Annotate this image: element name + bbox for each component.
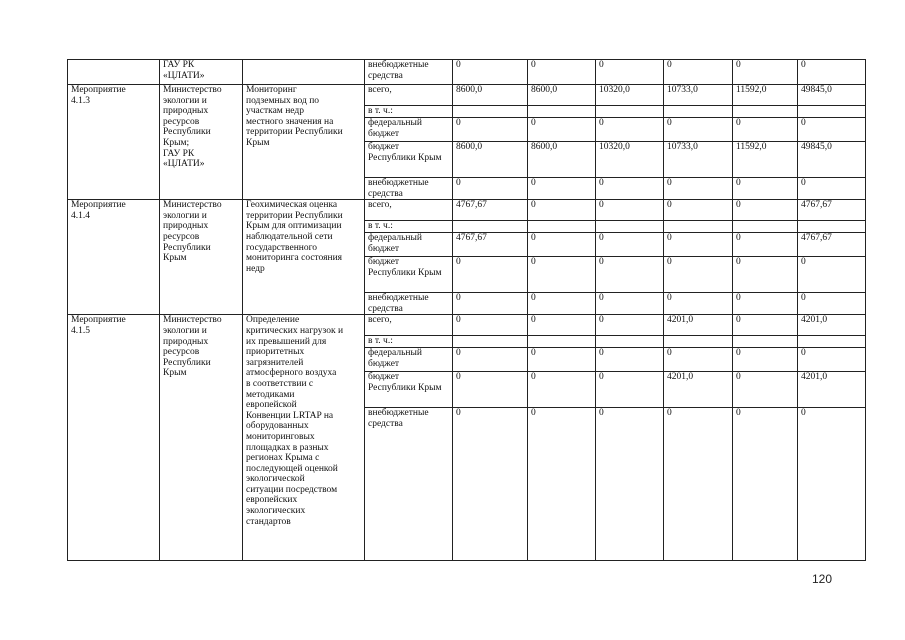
value-cell: 0 — [798, 257, 866, 293]
value-cell: 0 — [528, 408, 596, 561]
funding-source-cell: федеральный бюджет — [365, 348, 453, 372]
value-cell — [798, 221, 866, 233]
value-cell: 0 — [596, 200, 664, 221]
value-cell: 0 — [664, 293, 733, 315]
value-cell: 0 — [733, 60, 798, 85]
value-cell: 8600,0 — [528, 142, 596, 178]
funding-source-cell: в т. ч.: — [365, 106, 453, 118]
value-cell: 0 — [664, 200, 733, 221]
funding-source-cell: федеральный бюджет — [365, 118, 453, 142]
value-cell: 4201,0 — [798, 315, 866, 336]
value-cell: 0 — [528, 315, 596, 336]
value-cell — [453, 106, 528, 118]
value-cell — [528, 336, 596, 348]
table-row — [68, 85, 866, 106]
description-cell — [243, 60, 365, 85]
value-cell: 0 — [596, 372, 664, 408]
value-cell: 10320,0 — [596, 85, 664, 106]
responsible-cell: ГАУ РК «ЦЛАТИ» — [160, 60, 243, 85]
funding-source-cell: федеральный бюджет — [365, 233, 453, 257]
value-cell: 4201,0 — [798, 372, 866, 408]
table-row — [68, 60, 866, 85]
value-cell: 0 — [596, 293, 664, 315]
funding-source-cell: внебюджетные средства — [365, 60, 453, 85]
value-cell — [798, 336, 866, 348]
value-cell: 0 — [664, 257, 733, 293]
table-row — [68, 315, 866, 336]
value-cell: 0 — [596, 348, 664, 372]
value-cell: 0 — [453, 60, 528, 85]
value-cell: 0 — [596, 257, 664, 293]
event-label: Мероприятие 4.1.4 — [68, 200, 160, 315]
value-cell: 0 — [528, 233, 596, 257]
value-cell — [664, 106, 733, 118]
value-cell: 0 — [528, 257, 596, 293]
value-cell: 0 — [798, 293, 866, 315]
event-label: Мероприятие 4.1.3 — [68, 85, 160, 200]
value-cell — [798, 106, 866, 118]
value-cell: 0 — [596, 233, 664, 257]
value-cell: 0 — [528, 372, 596, 408]
funding-source-cell: бюджет Республики Крым — [365, 142, 453, 178]
value-cell: 8600,0 — [528, 85, 596, 106]
budget-table — [67, 59, 866, 561]
funding-source-cell: внебюджетные средства — [365, 408, 453, 561]
value-cell: 0 — [596, 118, 664, 142]
value-cell — [664, 336, 733, 348]
value-cell: 4767,67 — [453, 200, 528, 221]
value-cell: 0 — [453, 372, 528, 408]
funding-source-cell: всего, — [365, 315, 453, 336]
value-cell — [733, 336, 798, 348]
value-cell: 4767,67 — [798, 233, 866, 257]
responsible-cell: Министерство экологии и природных ресурсов Республики Крым — [160, 200, 243, 315]
value-cell: 0 — [798, 60, 866, 85]
value-cell — [664, 221, 733, 233]
value-cell: 0 — [528, 200, 596, 221]
responsible-cell: Министерство экологии и природных ресурсов Республики Крым; ГАУ РК «ЦЛАТИ» — [160, 85, 243, 200]
funding-source-cell: внебюджетные средства — [365, 178, 453, 200]
value-cell: 0 — [528, 348, 596, 372]
value-cell: 4201,0 — [664, 315, 733, 336]
value-cell: 0 — [596, 178, 664, 200]
responsible-cell: Министерство экологии и природных ресурсов Республики Крым — [160, 315, 243, 561]
value-cell: 0 — [596, 408, 664, 561]
value-cell — [596, 106, 664, 118]
value-cell: 0 — [733, 372, 798, 408]
value-cell: 0 — [453, 315, 528, 336]
value-cell: 49845,0 — [798, 142, 866, 178]
value-cell: 0 — [798, 348, 866, 372]
value-cell — [596, 336, 664, 348]
event-label: Мероприятие 4.1.5 — [68, 315, 160, 561]
description-cell: Мониторинг подземных вод по участкам недр местного значения на территории Республики Крым — [243, 85, 365, 200]
value-cell: 0 — [528, 293, 596, 315]
value-cell — [733, 221, 798, 233]
value-cell: 0 — [733, 118, 798, 142]
event-cell — [68, 60, 160, 85]
value-cell: 0 — [733, 233, 798, 257]
value-cell — [528, 221, 596, 233]
value-cell: 0 — [733, 257, 798, 293]
value-cell: 10733,0 — [664, 85, 733, 106]
value-cell: 0 — [453, 348, 528, 372]
value-cell: 4767,67 — [798, 200, 866, 221]
value-cell: 0 — [664, 408, 733, 561]
value-cell: 11592,0 — [733, 85, 798, 106]
value-cell: 0 — [733, 293, 798, 315]
table-row — [68, 200, 866, 221]
value-cell — [453, 336, 528, 348]
funding-source-cell: всего, — [365, 85, 453, 106]
value-cell: 0 — [664, 233, 733, 257]
funding-source-cell: бюджет Республики Крым — [365, 257, 453, 293]
page-number: 120 — [812, 572, 833, 586]
value-cell: 0 — [528, 118, 596, 142]
value-cell: 0 — [664, 348, 733, 372]
value-cell — [453, 221, 528, 233]
value-cell — [733, 106, 798, 118]
value-cell: 4201,0 — [664, 372, 733, 408]
value-cell: 0 — [664, 118, 733, 142]
value-cell: 0 — [733, 408, 798, 561]
value-cell: 0 — [733, 200, 798, 221]
value-cell: 0 — [596, 60, 664, 85]
value-cell: 4767,67 — [453, 233, 528, 257]
value-cell: 8600,0 — [453, 85, 528, 106]
value-cell: 0 — [733, 315, 798, 336]
funding-source-cell: в т. ч.: — [365, 221, 453, 233]
value-cell: 11592,0 — [733, 142, 798, 178]
value-cell: 0 — [453, 257, 528, 293]
value-cell: 0 — [453, 118, 528, 142]
value-cell: 0 — [528, 60, 596, 85]
value-cell: 0 — [733, 348, 798, 372]
value-cell: 0 — [528, 178, 596, 200]
value-cell: 8600,0 — [453, 142, 528, 178]
value-cell: 0 — [453, 408, 528, 561]
funding-source-cell: всего, — [365, 200, 453, 221]
value-cell: 0 — [733, 178, 798, 200]
value-cell: 10320,0 — [596, 142, 664, 178]
value-cell: 49845,0 — [798, 85, 866, 106]
description-cell: Определение критических нагрузок и их превышений для приоритетных загрязнителей атмосферного воздуха в соответствии с методиками европейской Конвенции LRTAP на оборудованных мониторинговых площадках в разных регионах Крыма с последующей оценкой экологической ситуации посредством европейских экологических стандартов — [243, 315, 365, 561]
value-cell: 0 — [798, 408, 866, 561]
value-cell: 0 — [664, 178, 733, 200]
value-cell: 0 — [798, 178, 866, 200]
value-cell: 0 — [453, 293, 528, 315]
value-cell: 0 — [664, 60, 733, 85]
value-cell — [596, 221, 664, 233]
funding-source-cell: в т. ч.: — [365, 336, 453, 348]
value-cell: 0 — [596, 315, 664, 336]
funding-source-cell: бюджет Республики Крым — [365, 372, 453, 408]
description-cell: Геохимическая оценка территории Республики Крым для оптимизации наблюдательной сети государственного мониторинга состояния недр — [243, 200, 365, 315]
value-cell: 10733,0 — [664, 142, 733, 178]
value-cell: 0 — [453, 178, 528, 200]
funding-source-cell: внебюджетные средства — [365, 293, 453, 315]
value-cell — [528, 106, 596, 118]
value-cell: 0 — [798, 118, 866, 142]
